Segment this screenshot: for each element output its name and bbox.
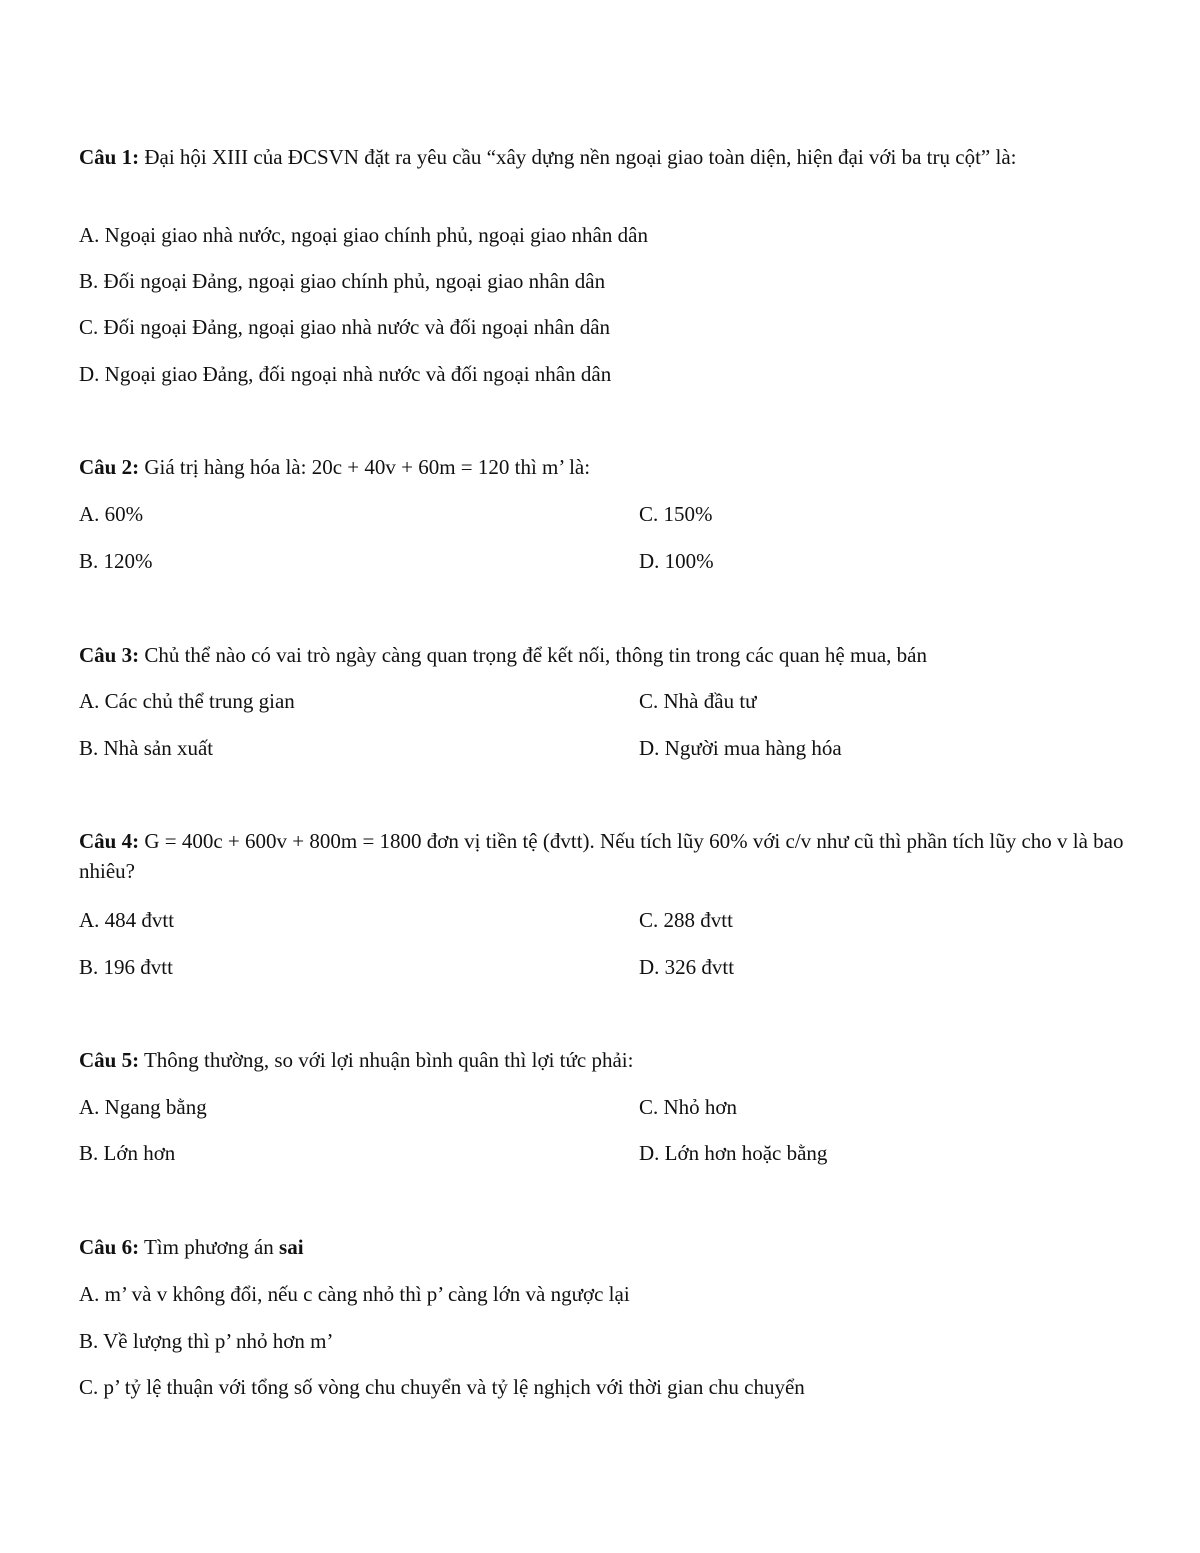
question-6-emphasis: sai — [279, 1235, 304, 1259]
question-5-label: Câu 5: — [79, 1048, 140, 1072]
question-3-option-b[interactable]: B. Nhà sản xuất — [79, 736, 214, 760]
question-6-option-a[interactable]: A. m’ và v không đổi, nếu c càng nhỏ thì p’ càng lớn và ngược lại — [79, 1282, 630, 1306]
question-5-text: Thông thường, so với lợi nhuận bình quân thì lợi tức phải: — [139, 1048, 634, 1072]
question-4-stem — [79, 826, 1134, 886]
question-6-label: Câu 6: — [79, 1235, 140, 1259]
question-4-option-d[interactable]: D. 326 đvtt — [639, 955, 735, 979]
question-5-option-c[interactable]: C. Nhỏ hơn — [639, 1095, 738, 1119]
question-2-label: Câu 2: — [79, 455, 140, 479]
question-1-stem — [79, 142, 1134, 172]
question-1-option-b[interactable]: B. Đối ngoại Đảng, ngoại giao chính phủ, ngoại giao nhân dân — [79, 269, 606, 293]
question-6-option-c[interactable]: C. p’ tỷ lệ thuận với tổng số vòng chu chuyển và tỷ lệ nghịch với thời gian chu chuyển — [79, 1375, 805, 1399]
question-2-option-c[interactable]: C. 150% — [639, 502, 713, 526]
question-1-option-c[interactable]: C. Đối ngoại Đảng, ngoại giao nhà nước và đối ngoại nhân dân — [79, 315, 611, 339]
question-2-text: Giá trị hàng hóa là: 20c + 40v + 60m = 120 thì m’ là: — [139, 455, 591, 479]
question-3-label: Câu 3: — [79, 643, 140, 667]
question-1-text: Đại hội XIII của ĐCSVN đặt ra yêu cầu “xây dựng nền ngoại giao toàn diện, hiện đại với ba trụ cột” là: — [139, 145, 1017, 169]
question-3-option-c[interactable]: C. Nhà đầu tư — [639, 689, 757, 713]
question-6-option-b[interactable]: B. Về lượng thì p’ nhỏ hơn m’ — [79, 1329, 334, 1353]
question-5-stem — [79, 1045, 1134, 1075]
question-6-stem — [79, 1232, 1134, 1262]
question-1-option-a[interactable]: A. Ngoại giao nhà nước, ngoại giao chính phủ, ngoại giao nhân dân — [79, 223, 648, 247]
question-2-stem — [79, 452, 1134, 482]
question-3-text: Chủ thể nào có vai trò ngày càng quan trọng để kết nối, thông tin trong các quan hệ mua, bán — [139, 643, 927, 667]
question-4-option-a[interactable]: A. 484 đvtt — [79, 908, 175, 932]
question-4-option-b[interactable]: B. 196 đvtt — [79, 955, 173, 979]
question-1-option-d[interactable]: D. Ngoại giao Đảng, đối ngoại nhà nước và đối ngoại nhân dân — [79, 362, 612, 386]
question-3-stem — [79, 640, 1134, 670]
question-4-option-c[interactable]: C. 288 đvtt — [639, 908, 733, 932]
question-5-option-b[interactable]: B. Lớn hơn — [79, 1141, 176, 1165]
question-3-option-d[interactable]: D. Người mua hàng hóa — [639, 736, 842, 760]
question-5-option-d[interactable]: D. Lớn hơn hoặc bằng — [639, 1141, 828, 1165]
question-6-text: Tìm phương án — [139, 1235, 280, 1259]
question-4-label: Câu 4: — [79, 829, 140, 853]
question-5-option-a[interactable]: A. Ngang bằng — [79, 1095, 207, 1119]
question-2-option-a[interactable]: A. 60% — [79, 502, 144, 526]
question-2-option-d[interactable]: D. 100% — [639, 549, 714, 573]
question-1-label: Câu 1: — [79, 145, 140, 169]
question-2-option-b[interactable]: B. 120% — [79, 549, 153, 573]
question-4-text: G = 400c + 600v + 800m = 1800 đơn vị tiền tệ (đvtt). Nếu tích lũy 60% với c/v như cũ thì phần tích lũy cho v là bao nhiêu? — [79, 829, 1124, 883]
question-3-option-a[interactable]: A. Các chủ thể trung gian — [79, 689, 295, 713]
